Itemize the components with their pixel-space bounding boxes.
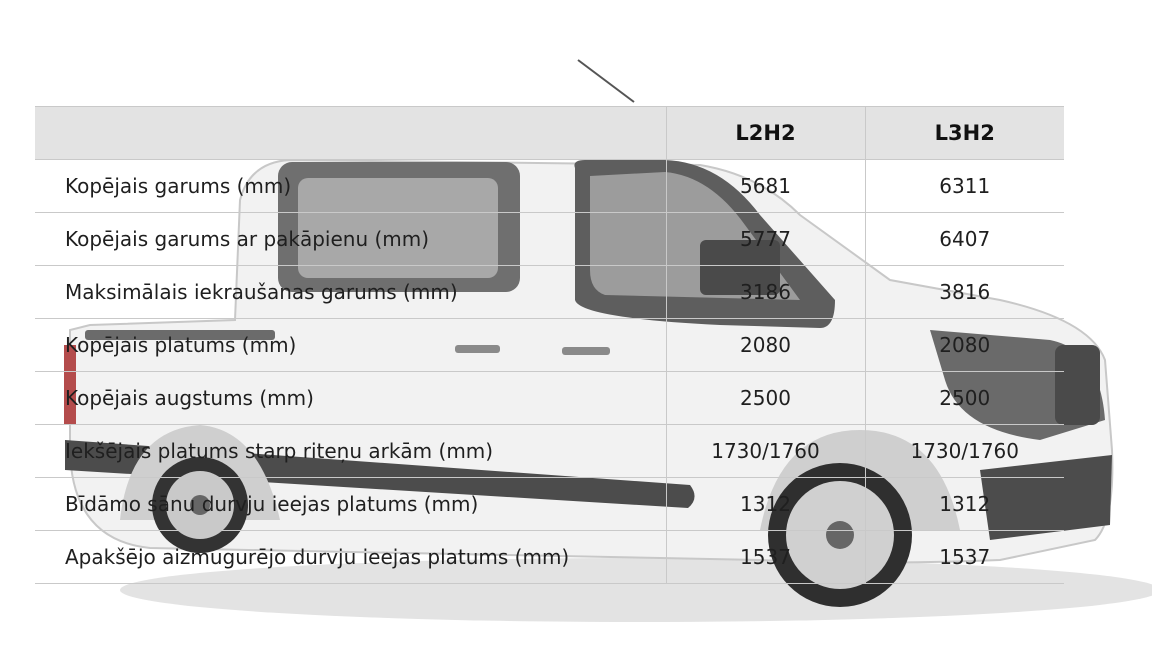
- table-row: [35, 266, 1064, 319]
- table-row: [35, 160, 1064, 213]
- row-label: Kopējais augstums (mm): [35, 372, 666, 425]
- row-value-l3h2: 2080: [865, 319, 1064, 372]
- row-value-l2h2: 5777: [666, 213, 865, 266]
- row-value-l2h2: 2500: [666, 372, 865, 425]
- row-label: Iekšējais platums starp riteņu arkām (mm): [35, 425, 666, 478]
- row-value-l2h2: 2080: [666, 319, 865, 372]
- table-row: [35, 213, 1064, 266]
- table-row: [35, 372, 1064, 425]
- row-value-l2h2: 3186: [666, 266, 865, 319]
- row-value-l2h2: 1312: [666, 478, 865, 531]
- row-value-l2h2: 1537: [666, 531, 865, 584]
- row-value-l3h2: 3816: [865, 266, 1064, 319]
- row-value-l3h2: 1730/1760: [865, 425, 1064, 478]
- table-header-row: [35, 107, 1064, 160]
- row-value-l3h2: 6407: [865, 213, 1064, 266]
- row-value-l3h2: 6311: [865, 160, 1064, 213]
- row-label: Apakšējo aizmugurējo durvju ieejas platums (mm): [35, 531, 666, 584]
- row-value-l3h2: 1537: [865, 531, 1064, 584]
- row-value-l2h2: 1730/1760: [666, 425, 865, 478]
- table-row: [35, 478, 1064, 531]
- row-value-l3h2: 2500: [865, 372, 1064, 425]
- row-label: Kopējais platums (mm): [35, 319, 666, 372]
- row-value-l3h2: 1312: [865, 478, 1064, 531]
- row-label: Kopējais garums ar pakāpienu (mm): [35, 213, 666, 266]
- header-l2h2: L2H2: [666, 107, 865, 160]
- table-row: [35, 531, 1064, 584]
- row-label: Bīdāmo sānu durvju ieejas platums (mm): [35, 478, 666, 531]
- header-blank: [35, 107, 666, 160]
- table-row: [35, 319, 1064, 372]
- row-value-l2h2: 5681: [666, 160, 865, 213]
- row-label: Maksimālais iekraušanas garums (mm): [35, 266, 666, 319]
- header-l3h2: L3H2: [865, 107, 1064, 160]
- row-label: Kopējais garums (mm): [35, 160, 666, 213]
- specifications-table: [35, 106, 1064, 584]
- table-row: [35, 425, 1064, 478]
